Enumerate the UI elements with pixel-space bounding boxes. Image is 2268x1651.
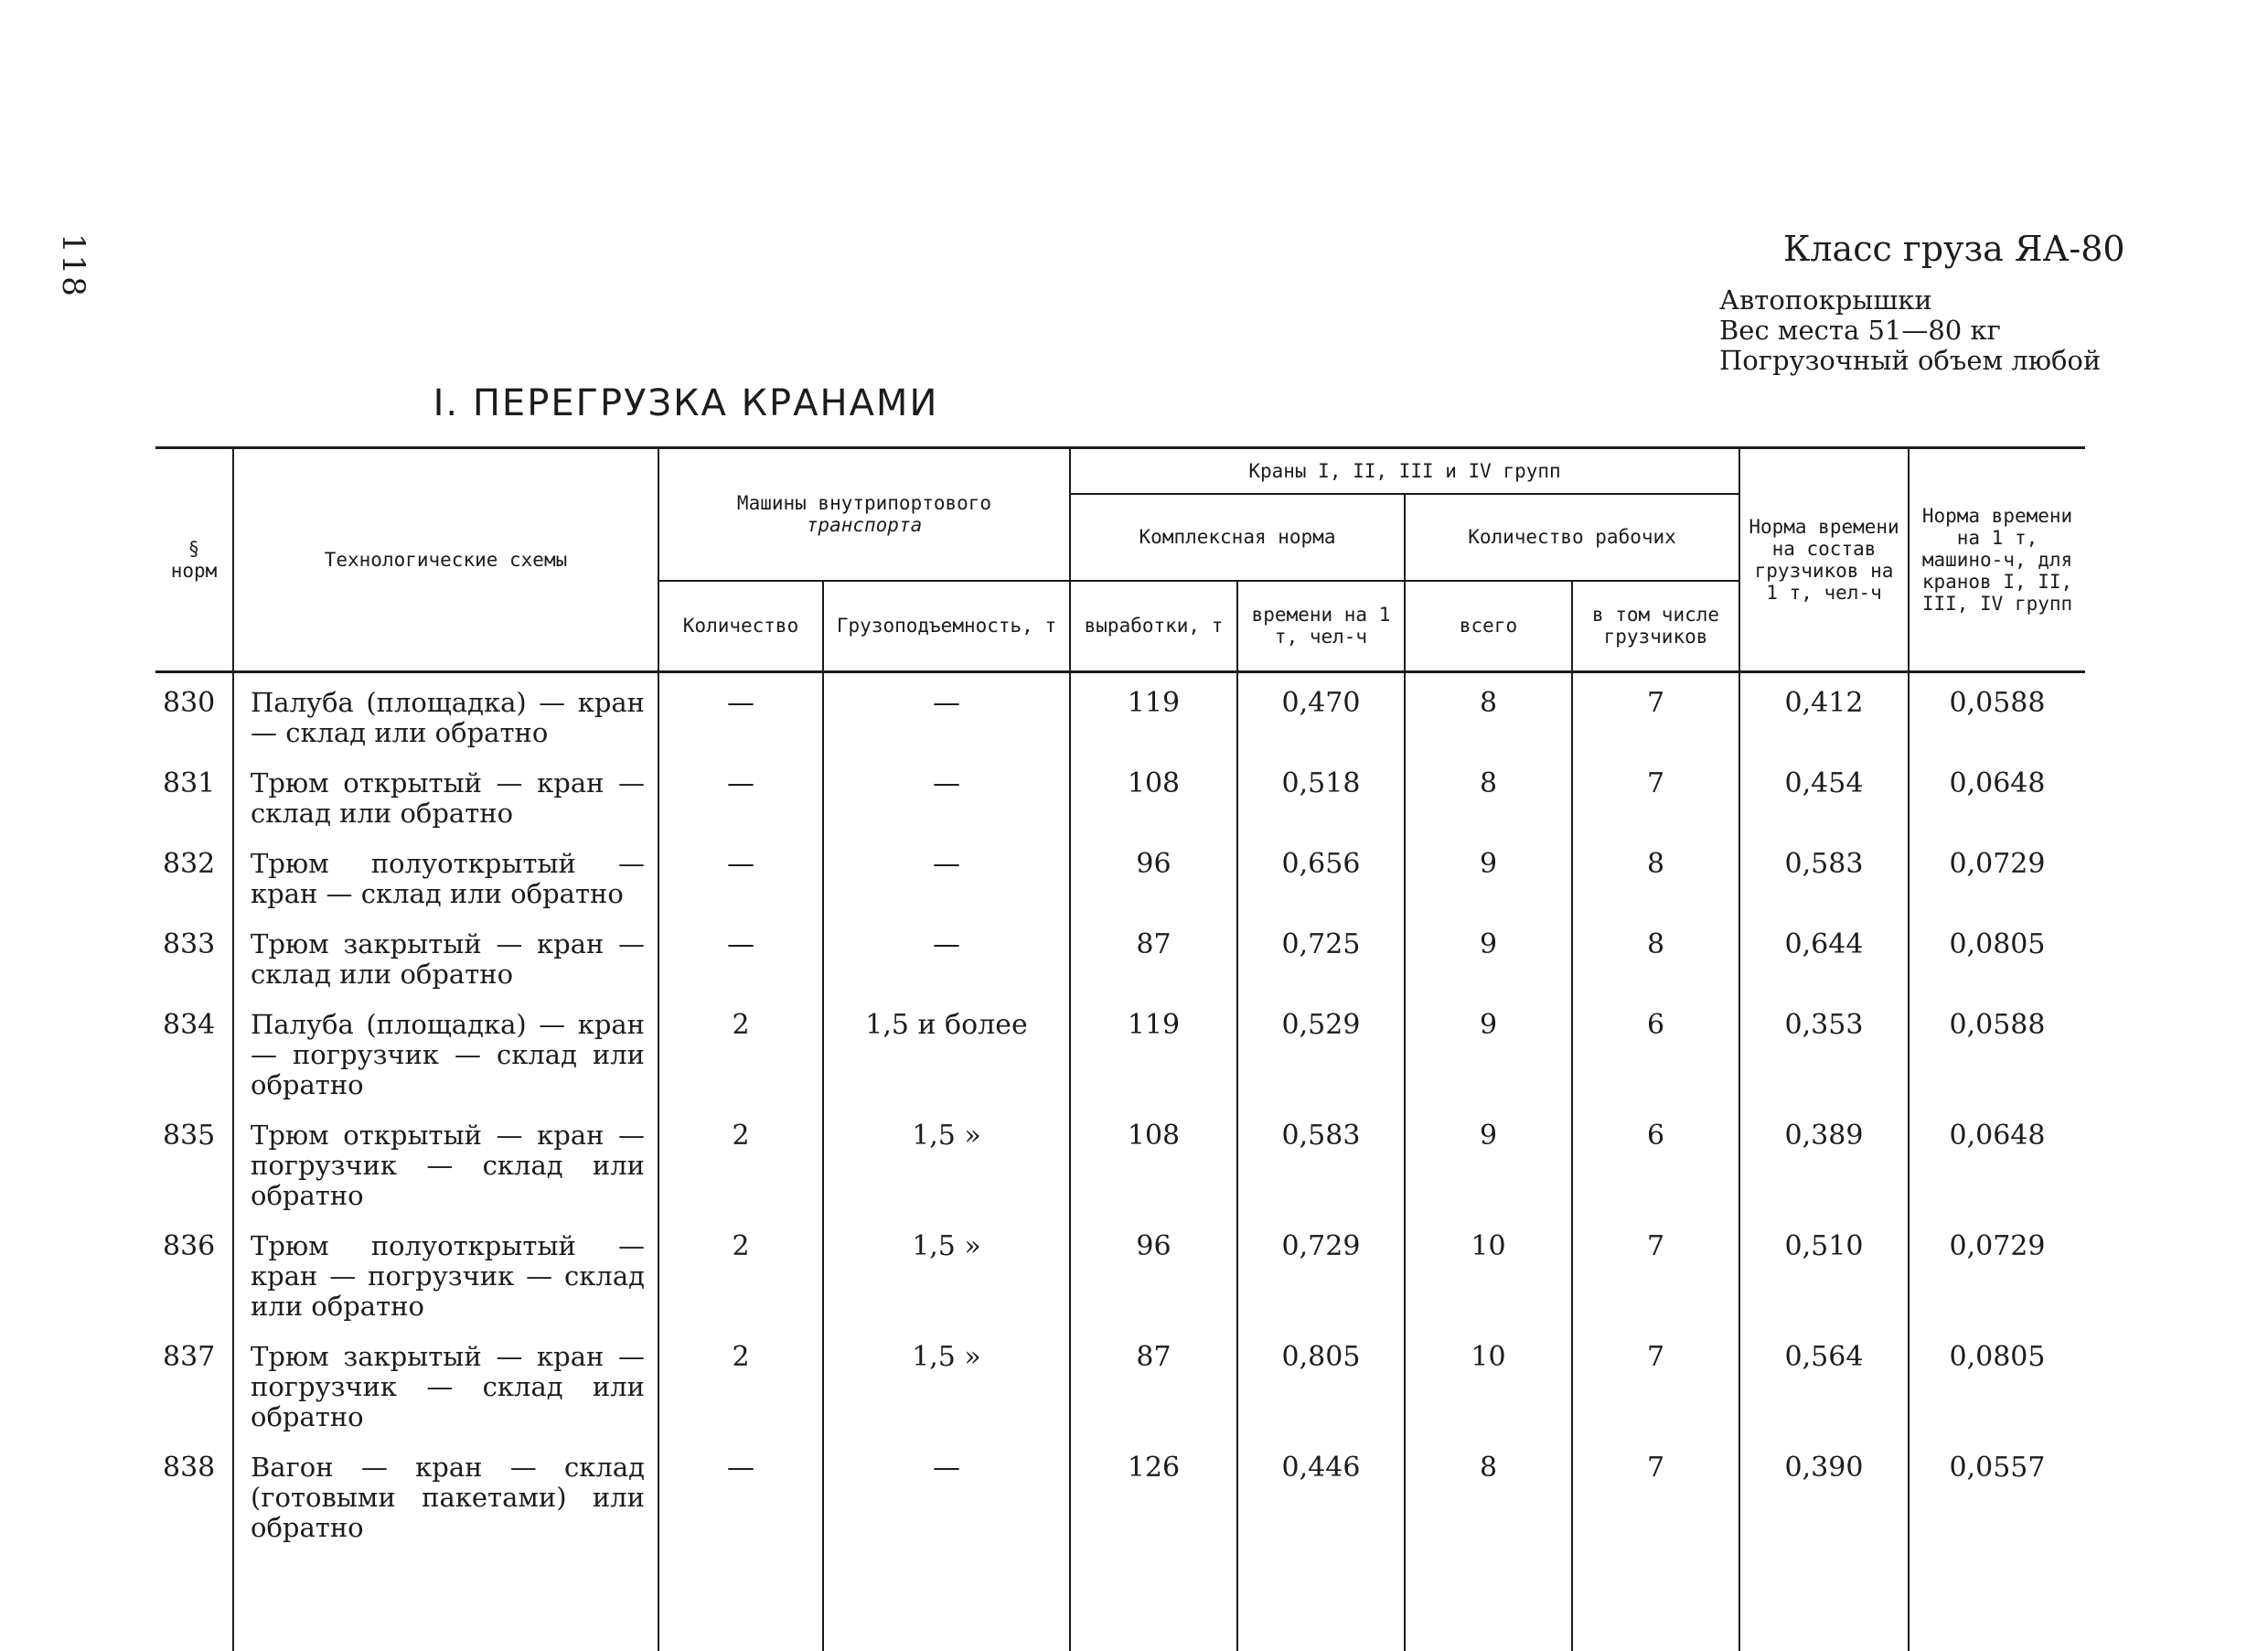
output-cell: 119 xyxy=(1070,995,1237,1106)
scheme-cell: Палуба (площадка) — кран— погрузчик — склад или обратно xyxy=(233,995,658,1106)
norm-number-cell: 834 xyxy=(155,995,233,1106)
table-row xyxy=(155,672,2085,755)
header-output: выработки, т xyxy=(1070,581,1237,672)
crane-norm-cell: 0,0729 xyxy=(1909,834,2085,915)
norms-table xyxy=(155,446,2085,1651)
time-per-ton-cell: 0,729 xyxy=(1237,1217,1405,1327)
loaders-norm-cell: 0,644 xyxy=(1739,915,1909,995)
header-loaders-time-norm: Норма времени на состав грузчиков на 1 т, чел-ч xyxy=(1739,448,1909,672)
workers-total-cell: 9 xyxy=(1405,995,1572,1106)
loaders-norm-cell: 0,412 xyxy=(1739,672,1909,755)
workers-total-cell: 9 xyxy=(1405,915,1572,995)
scheme-cell: Вагон — кран — склад (готовыми пакетами) или обратно xyxy=(233,1438,658,1549)
table-row xyxy=(155,1217,2085,1327)
machines-count-cell: — xyxy=(658,915,823,995)
workers-loaders-cell: 7 xyxy=(1572,1438,1739,1549)
section-title: I. ПЕРЕГРУЗКА КРАНАМИ xyxy=(0,382,1372,424)
workers-total-cell: 9 xyxy=(1405,834,1572,915)
machines-count-cell: 2 xyxy=(658,1106,823,1217)
workers-total-cell: 8 xyxy=(1405,1438,1572,1549)
header-schemes: Технологические схемы xyxy=(233,448,658,672)
header-machines-line2: транспорта xyxy=(665,514,1064,536)
machines-count-cell: — xyxy=(658,754,823,834)
workers-loaders-cell: 6 xyxy=(1572,995,1739,1106)
empty-cell xyxy=(1237,1549,1405,1651)
header-crane-time-norm: Норма времени на 1 т, машино-ч, для кранов I, II, III, IV групп xyxy=(1909,448,2085,672)
capacity-cell: 1,5 » xyxy=(823,1217,1070,1327)
scheme-cell: Палуба (площадка) — кран— склад или обратно xyxy=(233,672,658,755)
loaders-norm-cell: 0,454 xyxy=(1739,754,1909,834)
output-cell: 96 xyxy=(1070,834,1237,915)
machines-count-cell: — xyxy=(658,1438,823,1549)
loaders-norm-cell: 0,564 xyxy=(1739,1327,1909,1438)
output-cell: 96 xyxy=(1070,1217,1237,1327)
workers-loaders-cell: 8 xyxy=(1572,834,1739,915)
time-per-ton-cell: 0,583 xyxy=(1237,1106,1405,1217)
cargo-class-heading: Класс груза ЯА-80 xyxy=(1783,229,2125,269)
norm-number-cell: 837 xyxy=(155,1327,233,1438)
empty-cell xyxy=(1405,1549,1572,1651)
output-cell: 126 xyxy=(1070,1438,1237,1549)
time-per-ton-cell: 0,470 xyxy=(1237,672,1405,755)
workers-total-cell: 8 xyxy=(1405,672,1572,755)
header-machines xyxy=(658,448,1070,581)
empty-cell xyxy=(1909,1549,2085,1651)
capacity-cell: — xyxy=(823,754,1070,834)
table-row xyxy=(155,1106,2085,1217)
crane-norm-cell: 0,0648 xyxy=(1909,1106,2085,1217)
header-time-per-ton: времени на 1 т, чел-ч xyxy=(1237,581,1405,672)
empty-cell xyxy=(1739,1549,1909,1651)
loaders-norm-cell: 0,353 xyxy=(1739,995,1909,1106)
header-workers-loaders: в том числе грузчиков xyxy=(1572,581,1739,672)
table-row xyxy=(155,1438,2085,1549)
table-row xyxy=(155,754,2085,834)
table-row xyxy=(155,995,2085,1106)
norm-number-cell: 831 xyxy=(155,754,233,834)
output-cell: 119 xyxy=(1070,672,1237,755)
cargo-volume: Погрузочный объем любой xyxy=(1719,346,2101,376)
capacity-cell: 1,5 » xyxy=(823,1106,1070,1217)
capacity-cell: — xyxy=(823,672,1070,755)
empty-cell xyxy=(1070,1549,1237,1651)
header-workers-count: Количество рабочих xyxy=(1405,494,1739,581)
scheme-cell: Трюм полуоткрытый — кран — погрузчик — склад или обратно xyxy=(233,1217,658,1327)
workers-total-cell: 10 xyxy=(1405,1217,1572,1327)
loaders-norm-cell: 0,390 xyxy=(1739,1438,1909,1549)
workers-loaders-cell: 6 xyxy=(1572,1106,1739,1217)
workers-total-cell: 9 xyxy=(1405,1106,1572,1217)
machines-count-cell: — xyxy=(658,834,823,915)
page-number: 118 xyxy=(55,233,91,298)
workers-loaders-cell: 7 xyxy=(1572,1217,1739,1327)
capacity-cell: 1,5 » xyxy=(823,1327,1070,1438)
header-norm-number: § норм xyxy=(155,448,233,672)
time-per-ton-cell: 0,725 xyxy=(1237,915,1405,995)
cargo-unit-weight: Вес места 51—80 кг xyxy=(1719,316,2101,346)
empty-cell xyxy=(155,1549,233,1651)
machines-count-cell: — xyxy=(658,672,823,755)
loaders-norm-cell: 0,389 xyxy=(1739,1106,1909,1217)
header-workers-total: всего xyxy=(1405,581,1572,672)
table-row xyxy=(155,915,2085,995)
crane-norm-cell: 0,0805 xyxy=(1909,1327,2085,1438)
capacity-cell: — xyxy=(823,915,1070,995)
header-machines-capacity: Грузоподъемность, т xyxy=(823,581,1070,672)
loaders-norm-cell: 0,583 xyxy=(1739,834,1909,915)
crane-norm-cell: 0,0588 xyxy=(1909,995,2085,1106)
cargo-type: Автопокрышки xyxy=(1719,285,2101,316)
time-per-ton-cell: 0,518 xyxy=(1237,754,1405,834)
capacity-cell: — xyxy=(823,834,1070,915)
output-cell: 108 xyxy=(1070,1106,1237,1217)
scheme-cell: Трюм закрытый — кран — погрузчик — склад или обратно xyxy=(233,1327,658,1438)
machines-count-cell: 2 xyxy=(658,1327,823,1438)
norm-number-cell: 832 xyxy=(155,834,233,915)
norm-number-cell: 835 xyxy=(155,1106,233,1217)
crane-norm-cell: 0,0729 xyxy=(1909,1217,2085,1327)
cargo-info xyxy=(1719,285,2101,376)
workers-loaders-cell: 7 xyxy=(1572,672,1739,755)
table-filler-row xyxy=(155,1549,2085,1651)
workers-loaders-cell: 7 xyxy=(1572,754,1739,834)
table-row xyxy=(155,1327,2085,1438)
time-per-ton-cell: 0,656 xyxy=(1237,834,1405,915)
header-complex-norm: Комплексная норма xyxy=(1070,494,1405,581)
output-cell: 87 xyxy=(1070,1327,1237,1438)
scheme-cell: Трюм полуоткрытый — кран — склад или обратно xyxy=(233,834,658,915)
workers-loaders-cell: 7 xyxy=(1572,1327,1739,1438)
time-per-ton-cell: 0,446 xyxy=(1237,1438,1405,1549)
loaders-norm-cell: 0,510 xyxy=(1739,1217,1909,1327)
table-body xyxy=(155,672,2085,1651)
header-cranes: Краны I, II, III и IV групп xyxy=(1070,448,1739,494)
crane-norm-cell: 0,0648 xyxy=(1909,754,2085,834)
workers-total-cell: 8 xyxy=(1405,754,1572,834)
norm-number-cell: 838 xyxy=(155,1438,233,1549)
crane-norm-cell: 0,0557 xyxy=(1909,1438,2085,1549)
header-machines-count: Количество xyxy=(658,581,823,672)
workers-total-cell: 10 xyxy=(1405,1327,1572,1438)
scheme-cell: Трюм закрытый — кран — склад или обратно xyxy=(233,915,658,995)
capacity-cell: — xyxy=(823,1438,1070,1549)
time-per-ton-cell: 0,529 xyxy=(1237,995,1405,1106)
crane-norm-cell: 0,0805 xyxy=(1909,915,2085,995)
crane-norm-cell: 0,0588 xyxy=(1909,672,2085,755)
norm-number-cell: 830 xyxy=(155,672,233,755)
table-row xyxy=(155,834,2085,915)
header-machines-line1: Машины внутрипортового xyxy=(665,492,1064,514)
empty-cell xyxy=(658,1549,823,1651)
norm-number-cell: 833 xyxy=(155,915,233,995)
output-cell: 87 xyxy=(1070,915,1237,995)
capacity-cell: 1,5 и более xyxy=(823,995,1070,1106)
output-cell: 108 xyxy=(1070,754,1237,834)
empty-cell xyxy=(233,1549,658,1651)
empty-cell xyxy=(823,1549,1070,1651)
scheme-cell: Трюм открытый — кран — погрузчик — склад или обратно xyxy=(233,1106,658,1217)
workers-loaders-cell: 8 xyxy=(1572,915,1739,995)
machines-count-cell: 2 xyxy=(658,1217,823,1327)
scheme-cell: Трюм открытый — кран — склад или обратно xyxy=(233,754,658,834)
machines-count-cell: 2 xyxy=(658,995,823,1106)
norm-number-cell: 836 xyxy=(155,1217,233,1327)
empty-cell xyxy=(1572,1549,1739,1651)
time-per-ton-cell: 0,805 xyxy=(1237,1327,1405,1438)
